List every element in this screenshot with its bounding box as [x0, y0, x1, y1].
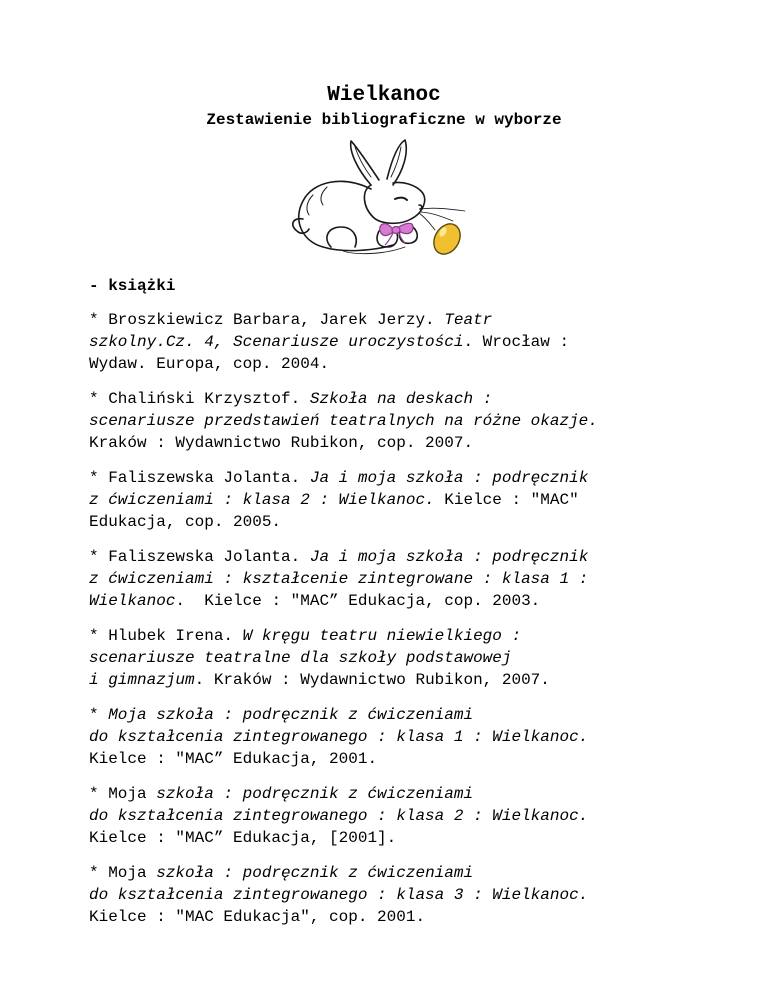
bibliography-entry: [89, 704, 729, 770]
entry-title-text: i gimnazjum: [89, 671, 195, 689]
bibliography-entry: [89, 862, 729, 928]
entry-title-text: do kształcenia zintegrowanego : klasa 1 : Wielkanoc.: [89, 728, 589, 746]
bibliography-list: [89, 309, 729, 941]
entry-text: . Kraków : Wydawnictwo Rubikon, 2007.: [194, 671, 550, 689]
entry-text: * Faliszewska Jolanta.: [89, 469, 310, 487]
egg: [429, 219, 466, 259]
entry-title-text: Ja i moja szkoła : podręcznik: [309, 469, 589, 487]
bibliography-entry: [89, 309, 729, 375]
entry-text: * Moja: [89, 785, 157, 803]
page-title: Wielkanoc: [327, 84, 441, 107]
entry-text: Kielce : "MAC” Edukacja, [2001].: [89, 829, 397, 847]
entry-text: . Wrocław :: [463, 333, 570, 351]
entry-text: Kielce : "MAC” Edukacja, 2001.: [89, 750, 378, 768]
entry-title-text: szkoła : podręcznik z ćwiczeniami: [156, 864, 474, 882]
entry-title-text: do kształcenia zintegrowanego : klasa 2 : Wielkanoc.: [89, 807, 589, 825]
entry-title-text: scenariusze teatralne dla szkoły podstawowej: [89, 649, 512, 667]
entry-title-text: Moja szkoła : podręcznik z ćwiczeniami: [108, 706, 474, 724]
bibliography-entry: [89, 388, 729, 454]
entry-title-text: szkoła : podręcznik z ćwiczeniami: [156, 785, 474, 803]
entry-title-text: szkolny.Cz. 4, Scenariusze uroczystości: [89, 333, 464, 351]
entry-text: Kielce : "MAC": [434, 491, 579, 509]
entry-title-text: Ja i moja szkoła : podręcznik: [309, 548, 589, 566]
entry-title-text: z ćwiczeniami : klasa 2 : Wielkanoc.: [89, 491, 435, 509]
entry-text: * Hlubek Irena.: [89, 627, 243, 645]
entry-text: * Chaliński Krzysztof.: [89, 390, 310, 408]
entry-text: *: [89, 706, 109, 724]
page-subtitle: Zestawienie bibliograficzne w wyborze: [206, 111, 562, 129]
entry-text: . Kielce : "MAC” Edukacja, cop. 2003.: [175, 592, 541, 610]
entry-title-text: scenariusze przedstawień teatralnych na różne okazje.: [89, 412, 598, 430]
bibliography-entry: [89, 546, 729, 612]
entry-text: * Broszkiewicz Barbara, Jarek Jerzy.: [89, 311, 445, 329]
entry-title-text: do kształcenia zintegrowanego : klasa 3 : Wielkanoc.: [89, 886, 589, 904]
bibliography-entry: [89, 625, 729, 691]
entry-text: Kielce : "MAC Edukacja", cop. 2001.: [89, 908, 426, 926]
entry-title-text: z ćwiczeniami : kształcenie zintegrowane : klasa 1 :: [89, 570, 589, 588]
entry-text: Kraków : Wydawnictwo Rubikon, cop. 2007.: [89, 434, 474, 452]
section-heading-books: - książki: [89, 277, 176, 295]
entry-text: Edukacja, cop. 2005.: [89, 513, 282, 531]
entry-title-text: Szkoła na deskach :: [309, 390, 493, 408]
bibliography-entry: [89, 783, 729, 849]
easter-bunny-icon: [283, 135, 473, 260]
entry-text: * Faliszewska Jolanta.: [89, 548, 310, 566]
entry-text: * Moja: [89, 864, 157, 882]
entry-title-text: W kręgu teatru niewielkiego :: [242, 627, 522, 645]
entry-title-text: Wielkanoc: [89, 592, 176, 610]
entry-title-text: Teatr: [444, 311, 493, 329]
entry-text: Wydaw. Europa, cop. 2004.: [89, 355, 330, 373]
bibliography-entry: [89, 467, 729, 533]
